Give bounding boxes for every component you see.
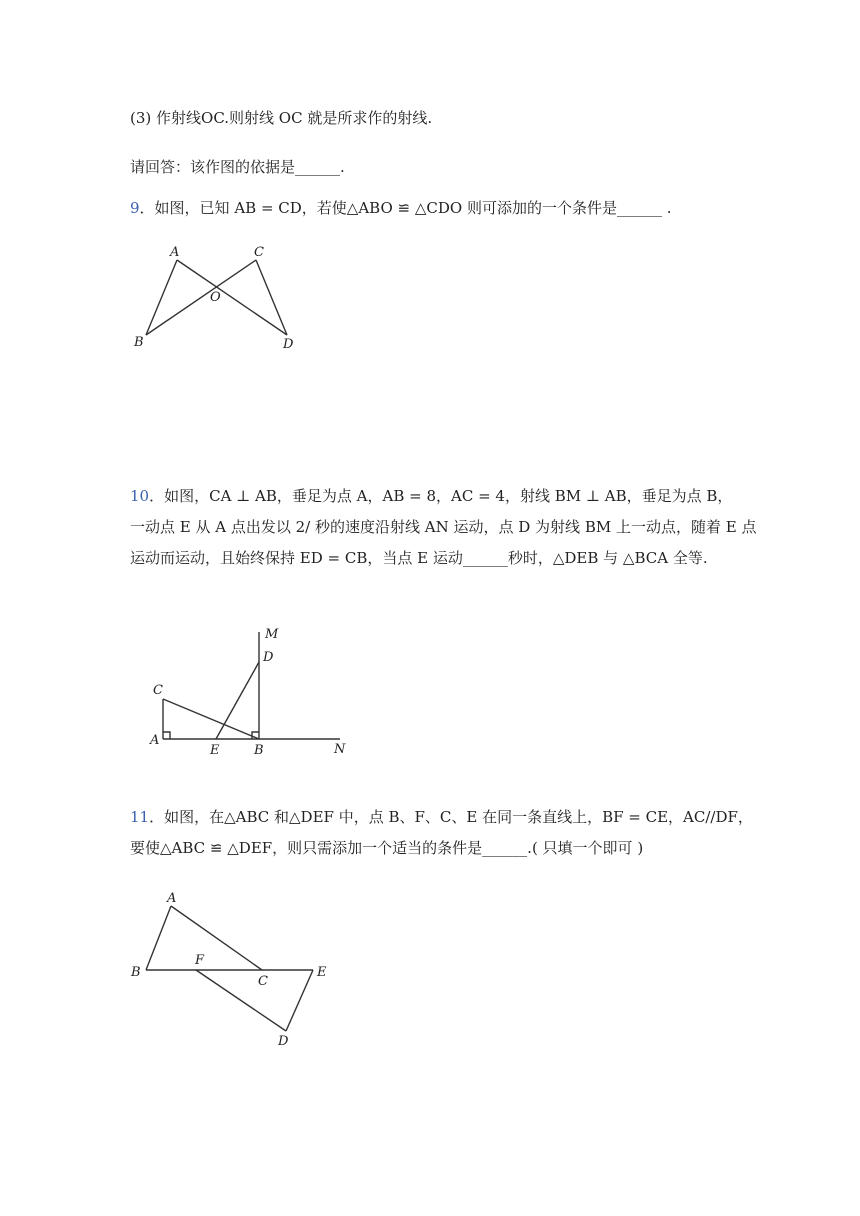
label-A: A (167, 891, 177, 906)
question-11-line-1: ．如图，在△ABC 和△DEF 中，点 B、F、C、E 在同一条直线上，BF = CE，AC//DF， (149, 808, 753, 826)
segment-DE (286, 970, 313, 1031)
segment-AC (171, 906, 262, 970)
label-E: E (210, 743, 220, 758)
label-B: B (134, 335, 144, 350)
label-D: D (263, 650, 274, 665)
question-10-line-2: 一动点 E 从 A 点出发以 2/ 秒的速度沿射线 AN 运动，点 D 为射线 BM 上一动点，随着 E 点 (130, 518, 757, 536)
label-E: E (317, 965, 327, 980)
label-O: O (210, 290, 221, 305)
label-B: B (254, 743, 264, 758)
section-step-text: (3) 作射线OC.则射线 OC 就是所求作的射线. (130, 109, 433, 127)
question-11-line-2: 要使△ABC ≌ △DEF，则只需添加一个适当的条件是______.( 只填一个即可 ) (130, 839, 644, 857)
question-10-number: 10 (130, 487, 150, 505)
label-F: F (195, 953, 205, 968)
label-N: N (334, 742, 346, 757)
segment-FD (196, 970, 286, 1031)
label-A: A (170, 245, 180, 260)
label-C: C (258, 974, 268, 989)
question-11-number: 11 (130, 808, 150, 826)
label-A: A (150, 733, 160, 748)
question-9-number: 9 (130, 199, 140, 217)
label-B: B (131, 965, 141, 980)
question-10-line-1: ．如图，CA ⊥ AB，垂足为点 A，AB = 8，AC = 4，射线 BM ⊥ AB，垂足为点 B， (149, 487, 733, 505)
label-M: M (265, 627, 279, 642)
label-D: D (278, 1034, 289, 1049)
segment-AB (146, 906, 171, 970)
question-prompt-text: 请回答：该作图的依据是______. (130, 158, 345, 176)
label-C: C (153, 683, 163, 698)
label-C: C (254, 245, 264, 260)
question-9-text: ．如图，已知 AB = CD，若使△ABO ≌ △CDO 则可添加的一个条件是______ . (139, 199, 672, 217)
label-D: D (283, 337, 294, 352)
question-10-line-3: 运动而运动，且始终保持 ED = CB，当点 E 运动______秒时，△DEB 与 △BCA 全等. (130, 549, 708, 567)
